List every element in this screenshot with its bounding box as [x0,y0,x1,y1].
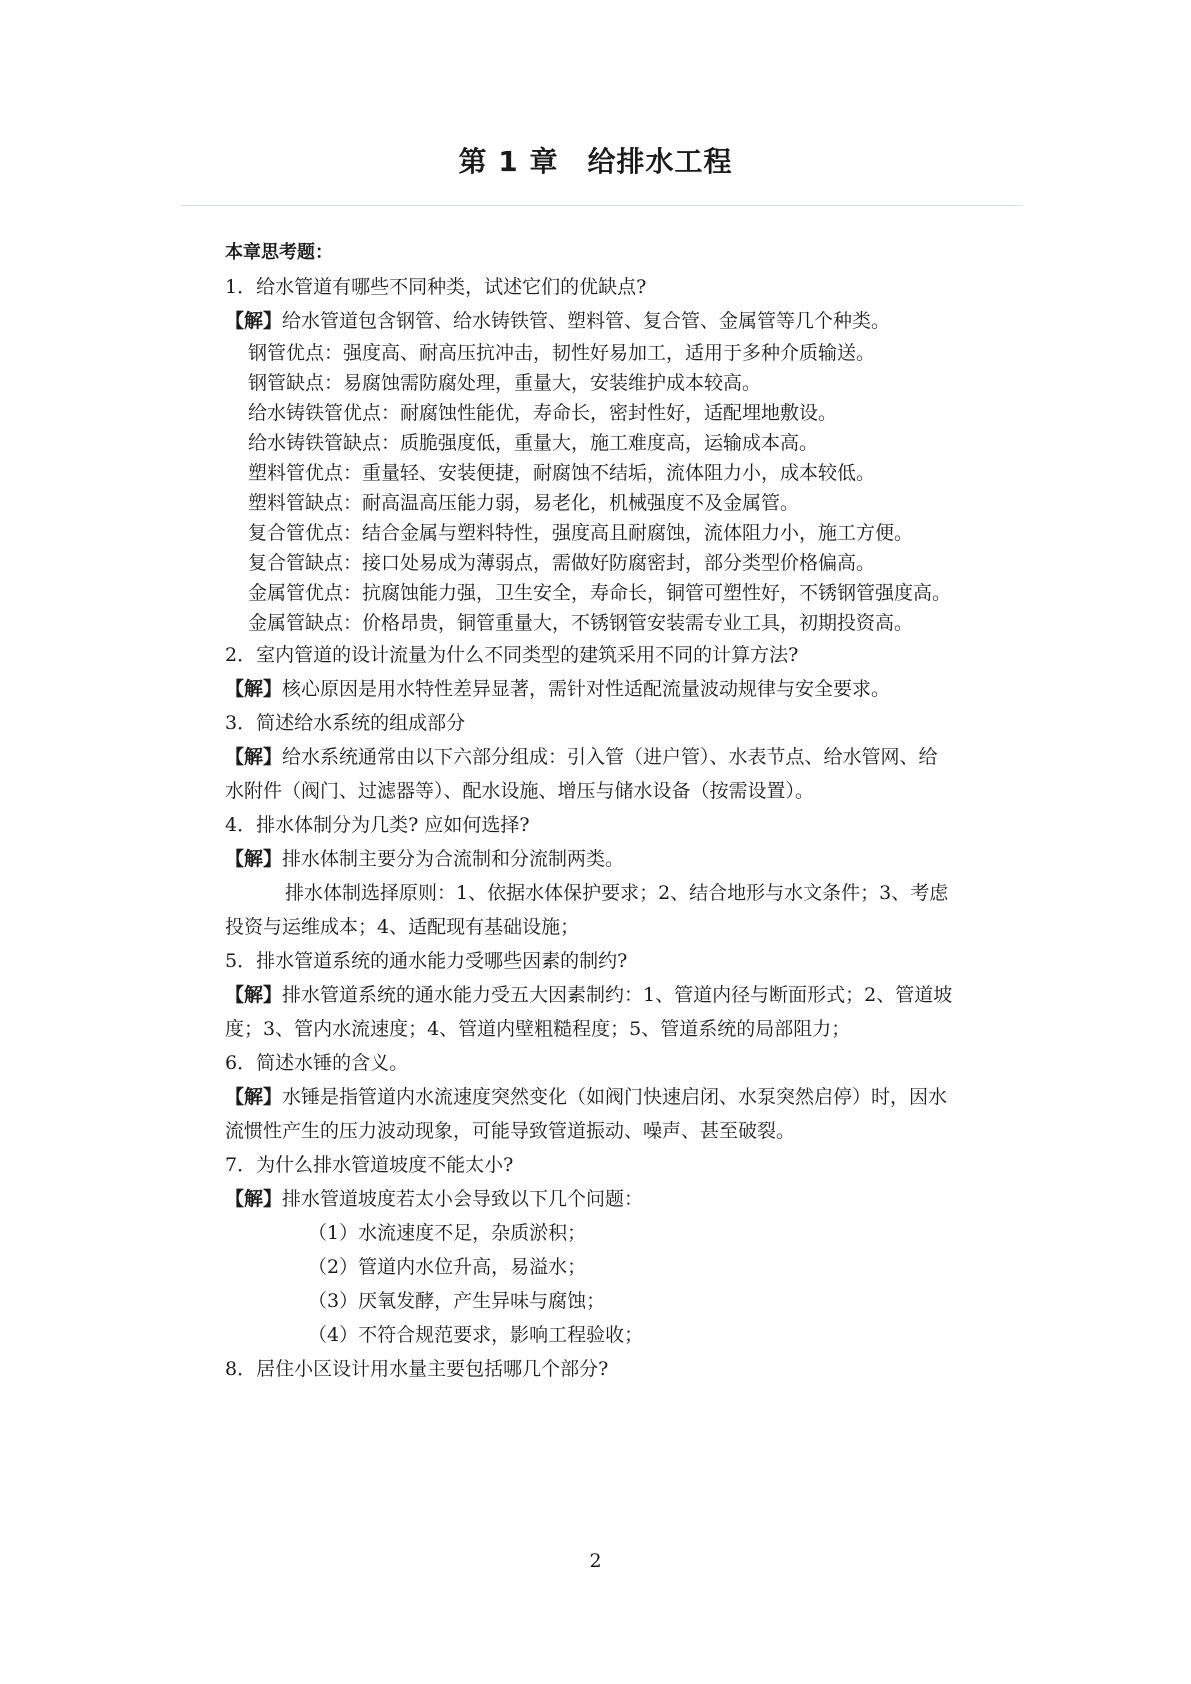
answer-1-point: 复合管缺点：接口处易成为薄弱点，需做好防腐密封，部分类型价格偏高。 [248,552,876,574]
answer-7 [225,1182,1025,1216]
questions-section [225,236,1025,1386]
answer-7-item: （2）管道内水位升高，易溢水； [308,1256,587,1278]
answer-text: 排水管道坡度若太小会导致以下几个问题： [282,1188,644,1210]
answer-6-continued: 流惯性产生的压力波动现象，可能导致管道振动、噪声、甚至破裂。 [225,1120,796,1142]
answer-text: 给水系统通常由以下六部分组成：引入管（进户管）、水表节点、给水管网、给 [282,746,938,768]
answer-tag: 【解】 [225,984,283,1006]
answer-tag: 【解】 [225,746,283,768]
answer-2 [225,672,1025,706]
answer-1-point: 给水铸铁管缺点：质脆强度低，重量大，施工难度高，运输成本高。 [248,432,819,454]
answer-3-continued: 水附件（阀门、过滤器等）、配水设施、增压与储水设备（按需设置）。 [225,780,815,802]
answer-text: 水锤是指管道内水流速度突然变化（如阀门快速启闭、水泵突然启停）时，因水 [282,1086,948,1108]
answer-4-principle: 排水体制选择原则：1、依据水体保护要求；2、结合地形与水文条件；3、考虑 [285,882,949,904]
question-8: 8．居住小区设计用水量主要包括哪几个部分? [225,1358,609,1380]
answer-7-item: （1）水流速度不足，杂质淤积； [308,1222,587,1244]
answer-1 [225,304,1025,338]
answer-1-point: 金属管缺点：价格昂贵，铜管重量大，不锈钢管安装需专业工具，初期投资高。 [248,612,914,634]
question-6: 6．简述水锤的含义。 [225,1052,409,1074]
answer-6 [225,1080,1025,1114]
answer-text: 核心原因是用水特性差异显著，需针对性适配流量波动规律与安全要求。 [282,678,891,700]
question-2: 2．室内管道的设计流量为什么不同类型的建筑采用不同的计算方法? [225,644,799,666]
answer-text: 给水管道包含钢管、给水铸铁管、塑料管、复合管、金属管等几个种类。 [282,310,891,332]
answer-4 [225,842,1025,876]
question-1: 1．给水管道有哪些不同种类，试述它们的优缺点? [225,276,647,298]
answer-4-principle-continued: 投资与运维成本；4、适配现有基础设施； [225,916,580,938]
answer-7-item: （4）不符合规范要求，影响工程验收； [308,1324,644,1346]
answer-1-point: 给水铸铁管优点：耐腐蚀性能优，寿命长，密封性好，适配埋地敷设。 [248,402,838,424]
answer-tag: 【解】 [225,678,283,700]
answer-tag: 【解】 [225,1188,283,1210]
answer-1-point: 钢管优点：强度高、耐高压抗冲击，韧性好易加工，适用于多种介质输送。 [248,342,876,364]
answer-1-point: 塑料管优点：重量轻、安装便捷，耐腐蚀不结垢，流体阻力小，成本较低。 [248,462,876,484]
answer-tag: 【解】 [225,848,283,870]
answer-1-point: 塑料管缺点：耐高温高压能力弱，易老化，机械强度不及金属管。 [248,492,800,514]
question-5: 5．排水管道系统的通水能力受哪些因素的制约? [225,950,628,972]
answer-tag: 【解】 [225,1086,283,1108]
answer-1-point: 金属管优点：抗腐蚀能力强，卫生安全，寿命长，铜管可塑性好，不锈钢管强度高。 [248,582,952,604]
page-number: 2 [589,1550,602,1572]
answer-7-item: （3）厌氧发酵，产生异味与腐蚀； [308,1290,606,1312]
title-divider [180,205,1022,206]
answer-3 [225,740,1025,774]
answer-1-point: 复合管优点：结合金属与塑料特性，强度高且耐腐蚀，流体阻力小，施工方便。 [248,522,914,544]
question-3: 3．简述给水系统的组成部分 [225,712,466,734]
section-heading: 本章思考题： [225,242,333,263]
chapter-title: 第 1 章 给排水工程 [458,145,733,178]
answer-5-continued: 度；3、管内水流速度；4、管道内壁粗糙程度；5、管道系统的局部阻力； [225,1018,851,1040]
answer-1-point: 钢管缺点：易腐蚀需防腐处理，重量大，安装维护成本较高。 [248,372,762,394]
question-7: 7．为什么排水管道坡度不能太小? [225,1154,514,1176]
answer-text: 排水管道系统的通水能力受五大因素制约：1、管道内径与断面形式；2、管道坡 [282,984,953,1006]
answer-tag: 【解】 [225,310,283,332]
answer-text: 排水体制主要分为合流制和分流制两类。 [282,848,625,870]
question-4: 4．排水体制分为几类? 应如何选择? [225,814,530,836]
answer-5 [225,978,1025,1012]
